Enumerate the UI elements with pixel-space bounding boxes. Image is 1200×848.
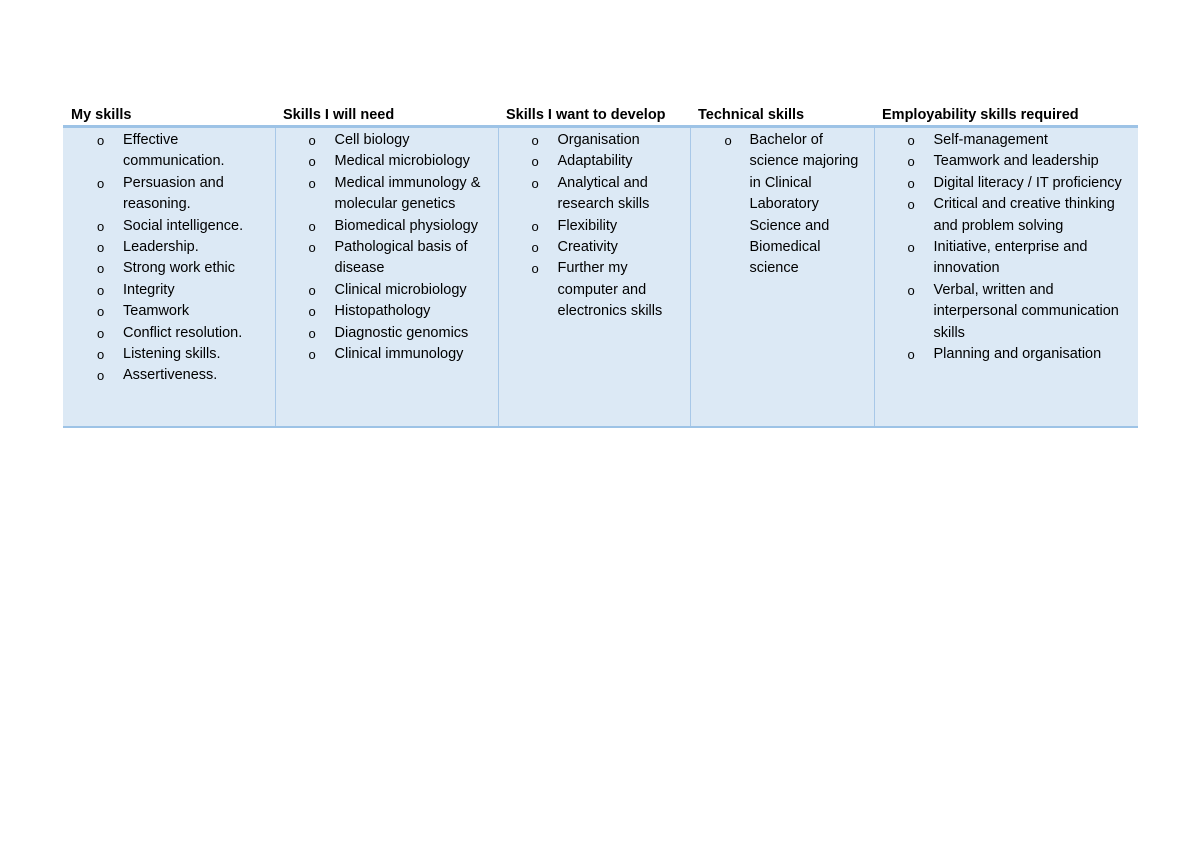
circle-bullet-icon: o bbox=[531, 154, 539, 170]
list-item-text: Persuasion and reasoning. bbox=[123, 174, 224, 213]
circle-bullet-icon: o bbox=[308, 133, 316, 148]
list-item bbox=[875, 237, 1135, 280]
list-item bbox=[499, 258, 686, 322]
circle-bullet-icon: o bbox=[531, 175, 539, 191]
list-my-skills bbox=[63, 130, 271, 387]
circle-bullet-icon: o bbox=[97, 218, 105, 234]
list-item bbox=[691, 130, 870, 280]
list-item bbox=[63, 258, 271, 279]
list-skills-will-need bbox=[276, 130, 494, 365]
circle-bullet-icon: o bbox=[724, 133, 732, 148]
cell-skills-want-develop bbox=[498, 127, 690, 428]
list-item bbox=[875, 173, 1135, 194]
circle-bullet-icon: o bbox=[97, 368, 105, 384]
list-item-text: Teamwork bbox=[123, 303, 190, 320]
list-item bbox=[63, 301, 271, 322]
list-item-text: Assertiveness. bbox=[123, 367, 218, 384]
circle-bullet-icon: o bbox=[907, 133, 915, 148]
list-item-text: Strong work ethic bbox=[123, 260, 236, 277]
circle-bullet-icon: o bbox=[907, 175, 915, 191]
header-row bbox=[63, 103, 1138, 127]
circle-bullet-icon: o bbox=[531, 133, 539, 148]
list-employability-skills bbox=[875, 130, 1135, 365]
list-item bbox=[63, 323, 271, 344]
circle-bullet-icon: o bbox=[97, 261, 105, 277]
list-item-text: Cell biology bbox=[334, 132, 410, 148]
circle-bullet-icon: o bbox=[907, 197, 915, 213]
list-item bbox=[63, 344, 271, 365]
header-skills-want-develop: Skills I want to develop bbox=[498, 103, 690, 127]
list-item bbox=[276, 130, 494, 151]
list-technical-skills bbox=[691, 130, 870, 280]
list-item bbox=[63, 130, 271, 173]
circle-bullet-icon: o bbox=[97, 304, 105, 320]
list-item-text: Conflict resolution. bbox=[123, 324, 243, 341]
circle-bullet-icon: o bbox=[308, 347, 316, 363]
circle-bullet-icon: o bbox=[531, 218, 539, 234]
header-technical-skills: Technical skills bbox=[690, 103, 874, 127]
list-item-text: Biomedical physiology bbox=[334, 217, 478, 234]
list-item-text: Teamwork and leadership bbox=[933, 153, 1099, 170]
list-item bbox=[499, 151, 686, 172]
list-item bbox=[63, 365, 271, 386]
list-item bbox=[276, 216, 494, 237]
list-item-text: Diagnostic genomics bbox=[334, 324, 469, 341]
list-item bbox=[875, 130, 1135, 151]
circle-bullet-icon: o bbox=[308, 304, 316, 320]
list-item bbox=[63, 216, 271, 237]
list-item-text: Medical immunology & molecular genetics bbox=[334, 174, 481, 213]
circle-bullet-icon: o bbox=[308, 154, 316, 170]
list-item-text: Integrity bbox=[123, 281, 175, 298]
cell-technical-skills bbox=[690, 127, 874, 428]
list-item bbox=[276, 173, 494, 216]
list-item bbox=[63, 173, 271, 216]
list-item bbox=[499, 237, 686, 258]
cell-skills-will-need bbox=[275, 127, 498, 428]
circle-bullet-icon: o bbox=[907, 282, 915, 298]
list-item-text: Bachelor of science majoring in Clinical Laboratory Science and Biomedical science bbox=[749, 132, 859, 277]
list-item bbox=[499, 216, 686, 237]
list-item-text: Flexibility bbox=[557, 217, 618, 234]
circle-bullet-icon: o bbox=[531, 261, 539, 277]
list-item-text: Verbal, written and interpersonal communication skills bbox=[933, 281, 1119, 341]
list-skills-want-develop bbox=[499, 130, 686, 323]
list-item-text: Social intelligence. bbox=[123, 217, 244, 234]
list-item-text: Critical and creative thinking and problem solving bbox=[933, 196, 1115, 234]
circle-bullet-icon: o bbox=[308, 325, 316, 341]
circle-bullet-icon: o bbox=[907, 240, 915, 256]
header-skills-will-need: Skills I will need bbox=[275, 103, 498, 127]
circle-bullet-icon: o bbox=[97, 325, 105, 341]
list-item-text: Further my computer and electronics skills bbox=[557, 260, 663, 320]
list-item-text: Effective communication. bbox=[123, 132, 225, 170]
circle-bullet-icon: o bbox=[308, 240, 316, 256]
list-item-text: Listening skills. bbox=[123, 346, 221, 363]
list-item bbox=[276, 344, 494, 365]
list-item bbox=[276, 151, 494, 172]
list-item-text: Clinical microbiology bbox=[334, 281, 467, 298]
list-item bbox=[499, 173, 686, 216]
list-item-text: Adaptability bbox=[557, 153, 633, 170]
circle-bullet-icon: o bbox=[97, 347, 105, 363]
list-item-text: Planning and organisation bbox=[933, 346, 1102, 363]
circle-bullet-icon: o bbox=[97, 240, 105, 256]
list-item bbox=[875, 344, 1135, 365]
list-item bbox=[276, 323, 494, 344]
circle-bullet-icon: o bbox=[907, 347, 915, 363]
list-item-text: Leadership. bbox=[123, 239, 199, 256]
list-item bbox=[875, 194, 1135, 237]
circle-bullet-icon: o bbox=[308, 282, 316, 298]
circle-bullet-icon: o bbox=[907, 154, 915, 170]
cell-my-skills bbox=[63, 127, 275, 428]
list-item bbox=[276, 301, 494, 322]
list-item-text: Histopathology bbox=[334, 303, 431, 320]
list-item-text: Digital literacy / IT proficiency bbox=[933, 174, 1122, 191]
header-my-skills: My skills bbox=[63, 103, 275, 127]
circle-bullet-icon: o bbox=[308, 218, 316, 234]
list-item bbox=[875, 151, 1135, 172]
header-employability-skills: Employability skills required bbox=[874, 103, 1138, 127]
list-item bbox=[276, 237, 494, 280]
list-item bbox=[875, 280, 1135, 344]
skills-table bbox=[63, 103, 1138, 428]
list-item-text: Analytical and research skills bbox=[557, 174, 650, 213]
circle-bullet-icon: o bbox=[531, 240, 539, 256]
list-item-text: Organisation bbox=[557, 132, 640, 148]
list-item-text: Pathological basis of disease bbox=[334, 239, 468, 277]
list-item-text: Initiative, enterprise and innovation bbox=[933, 239, 1088, 277]
list-item-text: Creativity bbox=[557, 239, 618, 256]
circle-bullet-icon: o bbox=[97, 175, 105, 191]
circle-bullet-icon: o bbox=[97, 282, 105, 298]
list-item bbox=[276, 280, 494, 301]
circle-bullet-icon: o bbox=[308, 175, 316, 191]
list-item-text: Medical microbiology bbox=[334, 153, 470, 170]
cell-employability-skills bbox=[874, 127, 1138, 428]
list-item bbox=[63, 280, 271, 301]
list-item-text: Self-management bbox=[933, 132, 1048, 148]
list-item bbox=[499, 130, 686, 151]
circle-bullet-icon: o bbox=[97, 133, 105, 148]
list-item bbox=[63, 237, 271, 258]
content-row bbox=[63, 127, 1138, 428]
list-item-text: Clinical immunology bbox=[334, 346, 464, 363]
